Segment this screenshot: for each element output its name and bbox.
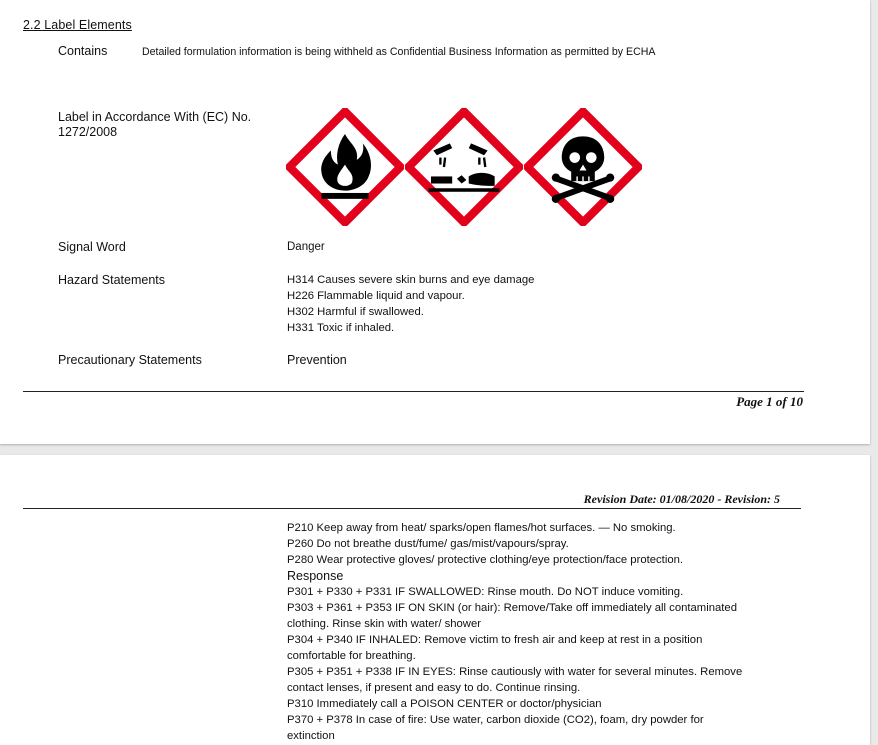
- statement-line: P303 + P361 + P353 IF ON SKIN (or hair): Remove/Take off immediately all contaminated: [287, 602, 737, 614]
- hazard-statement: H226 Flammable liquid and vapour.: [287, 290, 465, 302]
- section-heading: 2.2 Label Elements: [23, 18, 132, 32]
- header-rule: [23, 508, 801, 509]
- statement-line: P304 + P340 IF INHALED: Remove victim to fresh air and keep at rest in a position: [287, 634, 703, 646]
- statement-line: P305 + P351 + P338 IF IN EYES: Rinse cautiously with water for several minutes. Remove: [287, 666, 743, 678]
- signal-word-value: Danger: [287, 241, 325, 253]
- hazard-statements-list: [287, 272, 534, 336]
- contains-value: Detailed formulation information is being withheld as Confidential Business Information as permitted by ECHA: [142, 46, 656, 58]
- revision-date: Revision Date: 01/08/2020 - Revision: 5: [583, 492, 780, 506]
- statement-line: comfortable for breathing.: [287, 650, 416, 662]
- statement-line: P370 + P378 In case of fire: Use water, carbon dioxide (CO2), foam, dry powder for: [287, 714, 704, 726]
- precautionary-statements-label: Precautionary Statements: [58, 353, 202, 367]
- response-subheading: Response: [287, 569, 344, 583]
- label-accordance-line1: Label in Accordance With (EC) No.: [58, 110, 252, 124]
- hazard-statement: H314 Causes severe skin burns and eye damage: [287, 274, 535, 286]
- statement-line: P310 Immediately call a POISON CENTER or doctor/physician: [287, 698, 602, 710]
- statement-line: P280 Wear protective gloves/ protective clothing/eye protection/face protection.: [287, 554, 684, 566]
- hazard-statement: H302 Harmful if swallowed.: [287, 306, 424, 318]
- ghs-pictograms: [286, 108, 642, 226]
- precautionary-statements-value: Prevention: [287, 353, 347, 367]
- statement-line: P301 + P330 + P331 IF SWALLOWED: Rinse mouth. Do NOT induce vomiting.: [287, 586, 684, 598]
- hazard-statements-label: Hazard Statements: [58, 273, 165, 287]
- signal-word-label: Signal Word: [58, 240, 126, 254]
- document-page-2: [0, 455, 870, 745]
- statement-line: contact lenses, if present and easy to do. Continue rinsing.: [287, 682, 581, 694]
- statement-line: P210 Keep away from heat/ sparks/open flames/hot surfaces. — No smoking.: [287, 522, 676, 534]
- contains-label: Contains: [58, 44, 108, 58]
- statement-line: P260 Do not breathe dust/fume/ gas/mist/vapours/spray.: [287, 538, 569, 550]
- statement-line: clothing. Rinse skin with water/ shower: [287, 618, 482, 630]
- precautionary-statements-body: [287, 520, 807, 744]
- footer-rule: [23, 391, 804, 392]
- flame-icon: [286, 108, 404, 226]
- corrosion-icon: [405, 108, 523, 226]
- label-accordance-line2: 1272/2008: [58, 125, 118, 139]
- skull-and-crossbones-icon: [524, 108, 642, 226]
- hazard-statement: H331 Toxic if inhaled.: [287, 322, 395, 334]
- page-number: Page 1 of 10: [736, 394, 803, 409]
- statement-line: extinction: [287, 730, 335, 742]
